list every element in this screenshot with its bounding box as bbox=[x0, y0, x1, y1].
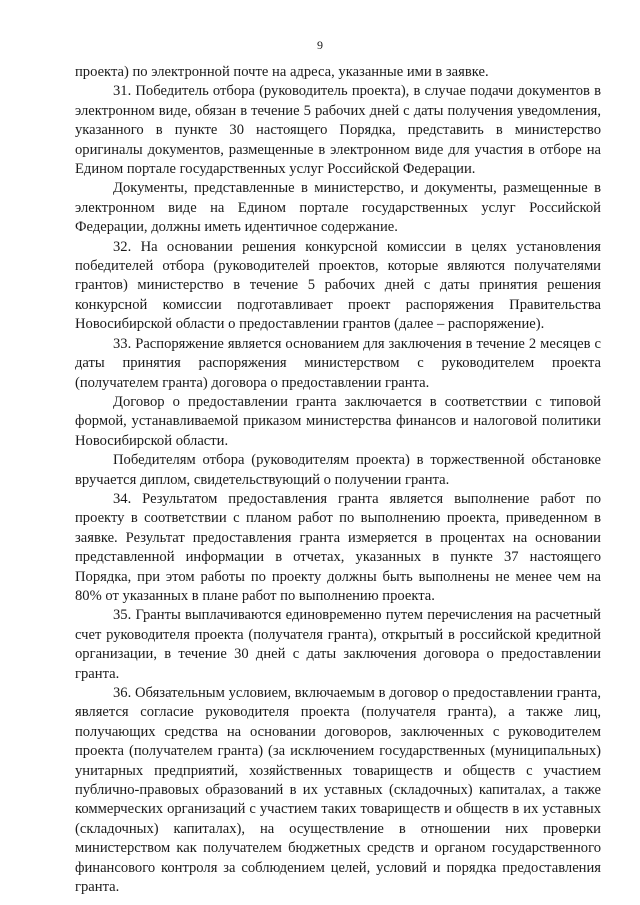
document-body bbox=[75, 63, 601, 897]
paragraph-item-32: 32. На основании решения конкурсной комиссии в целях установления победителей отбора (руководителей проектов, которые являются получателями грантов) министерство в течение 5 рабочих дней с даты принятия решения конкурсной комиссии подготавливает проект распоряжения Правительства Новосибирской области о предоставлении грантов (далее – распоряжение). bbox=[75, 238, 601, 333]
paragraph-diploma: Победителям отбора (руководителям проекта) в торжественной обстановке вручается диплом, свидетельствующий о получении гранта. bbox=[75, 452, 601, 488]
paragraph-documents-identical: Документы, представленные в министерство, и документы, размещенные в электронном виде на Едином портале государственных услуг Российской Федерации, должны иметь идентичное содержание. bbox=[75, 180, 601, 236]
paragraph-item-33: 33. Распоряжение является основанием для заключения в течение 2 месяцев с даты принятия распоряжения министерством с руководителем проекта (получателем гранта) договора о предоставлении гранта. bbox=[75, 335, 601, 391]
page-number: 9 bbox=[317, 38, 323, 52]
paragraph-grant-agreement-form: Договор о предоставлении гранта заключается в соответствии с типовой формой, устанавливаемой приказом министерства финансов и налоговой политики Новосибирской области. bbox=[75, 393, 601, 449]
paragraph-item-36: 36. Обязательным условием, включаемым в договор о предоставлении гранта, является согласие руководителя проекта (получателя гранта), а также лиц, получающих средства на основании договоров, заключенных с руководителем проекта (получателем гранта) (за исключением государственных (муниципальных) унитарных предприятий, хозяйственных товариществ и обществ с участием публично-правовых образований в их уставных (складочных) капиталах, а также коммерческих организаций с участием таких товариществ и обществ в их уставных (складочных) капиталах), на осуществление в отношении них проверки министерством как получателем бюджетных средств и органом государственного финансового контроля за соблюдением целей, условий и порядка предоставления гранта. bbox=[75, 685, 601, 896]
paragraph-continuation: проекта) по электронной почте на адреса, указанные ими в заявке. bbox=[75, 64, 489, 80]
paragraph-item-31: 31. Победитель отбора (руководитель проекта), в случае подачи документов в электронном виде, обязан в течение 5 рабочих дней с даты получения уведомления, указанного в пункте 30 настоящего Порядка, представить в министерство оригиналы документов, размещенные в электронном виде для участия в отборе на Едином портале государственных услуг Российской Федерации. bbox=[75, 83, 601, 178]
paragraph-item-35: 35. Гранты выплачиваются единовременно путем перечисления на расчетный счет руководителя проекта (получателя гранта), открытый в российской кредитной организации, в течение 30 дней с даты заключения договора о предоставлении гранта. bbox=[75, 607, 601, 682]
paragraph-item-34: 34. Результатом предоставления гранта является выполнение работ по проекту в соответствии с планом работ по выполнению проекта, приведенном в заявке. Результат предоставления гранта измеряется в процентах на основании представленной информации в отчетах, указанных в пункте 37 настоящего Порядка, при этом работы по проекту должны быть выполнены не менее чем на 80% от указанных в плане работ по выполнению проекта. bbox=[75, 490, 601, 604]
